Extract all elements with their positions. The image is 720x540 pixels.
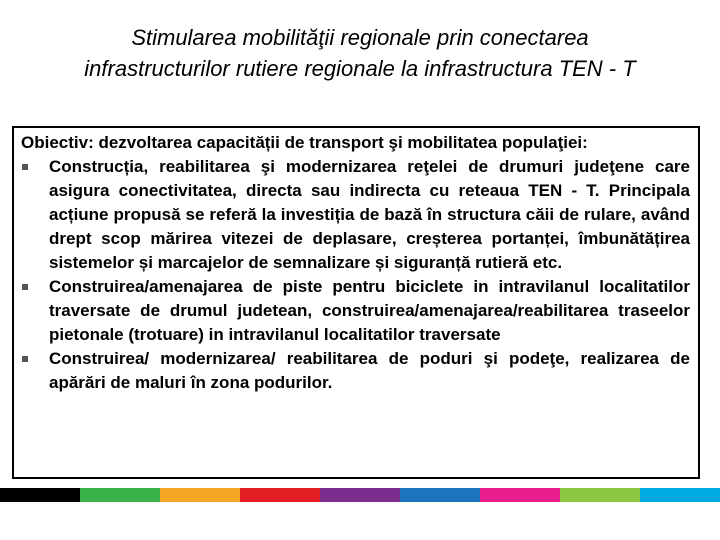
list-item bbox=[14, 347, 698, 395]
bullet-list bbox=[14, 155, 698, 395]
stripe-segment bbox=[320, 488, 400, 502]
square-bullet-icon bbox=[22, 356, 28, 362]
color-stripe bbox=[0, 488, 720, 502]
list-item-text: Construirea/amenajarea de piste pentru biciclete in intravilanul localitatilor traversate de drumul judetean, construirea/amenajarea/reabilitarea traseelor pietonale (trotuare) in intravilanul localitatilor traversate bbox=[49, 277, 690, 344]
list-item bbox=[14, 275, 698, 347]
list-item-text: Construirea/ modernizarea/ reabilitarea de poduri şi podeţe, realizarea de apărări de maluri în zona podurilor. bbox=[49, 349, 690, 392]
stripe-segment bbox=[400, 488, 480, 502]
slide-title-line-1: Stimularea mobilităţii regionale prin conectarea bbox=[131, 25, 589, 50]
square-bullet-icon bbox=[22, 164, 28, 170]
slide-title-line-2: infrastructurilor rutiere regionale la infrastructura TEN - T bbox=[84, 56, 636, 81]
stripe-segment bbox=[240, 488, 320, 502]
content-box bbox=[12, 126, 700, 479]
square-bullet-icon bbox=[22, 284, 28, 290]
list-item-text: Construcția, reabilitarea şi modernizarea reţelei de drumuri judeţene care asigura conectivitatea, directa sau indirecta cu reteaua TEN - T. Principala acțiune propusă se referă la investiția de bază în structura căii de rulare, având drept scop mărirea vitezei de deplasare, creșterea portanței, îmbunătățirea sistemelor și marcajelor de semnalizare și siguranță rutieră etc. bbox=[49, 157, 690, 272]
stripe-segment bbox=[160, 488, 240, 502]
slide-title bbox=[0, 22, 720, 84]
stripe-segment bbox=[640, 488, 720, 502]
stripe-segment bbox=[480, 488, 560, 502]
list-item bbox=[14, 155, 698, 275]
stripe-segment bbox=[80, 488, 160, 502]
objective-heading: Obiectiv: dezvoltarea capacității de transport şi mobilitatea populaţiei: bbox=[21, 133, 588, 152]
stripe-segment bbox=[560, 488, 640, 502]
stripe-segment bbox=[0, 488, 80, 502]
